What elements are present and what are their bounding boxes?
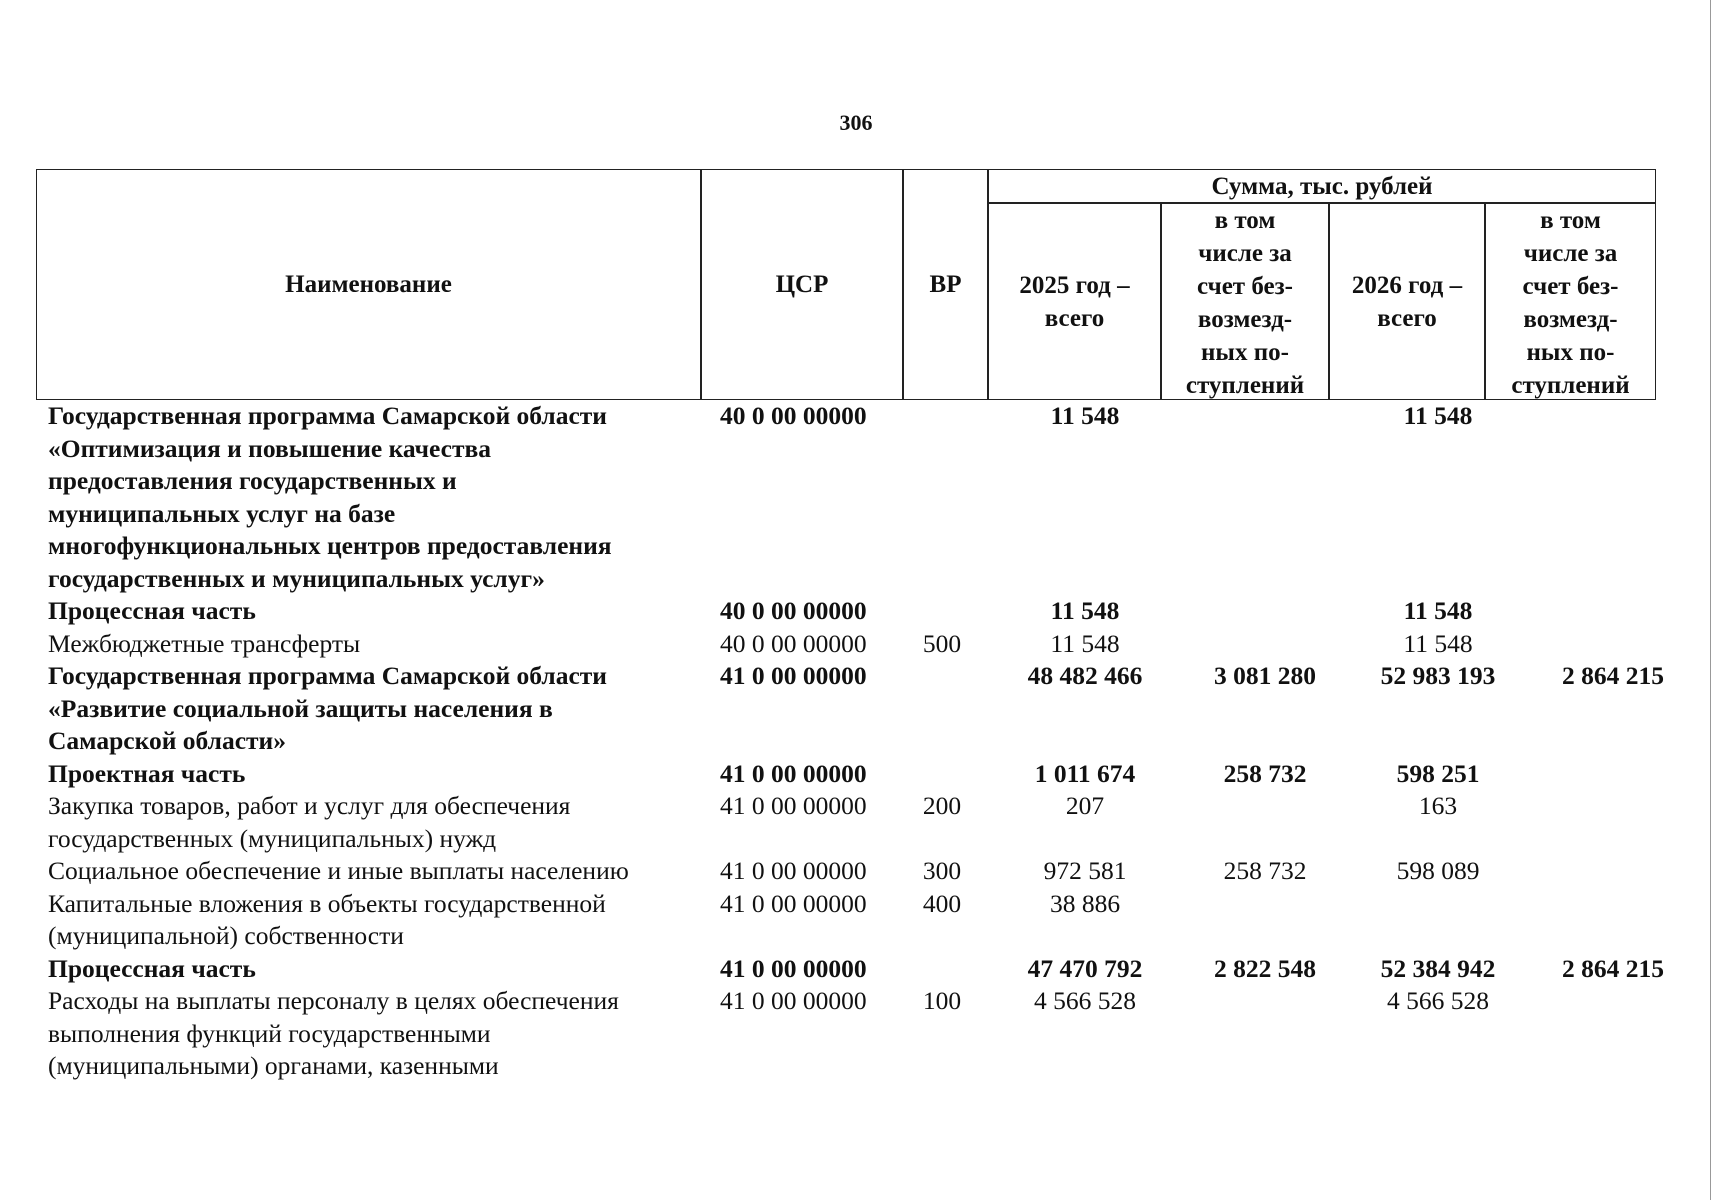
row-name-line: муниципальных услуг на базе [48, 498, 396, 528]
row-name-line: (муниципальными) органами, казенными [48, 1051, 499, 1080]
row-name-line: государственных и муниципальных услуг» [48, 563, 545, 593]
table-body [48, 400, 1664, 1083]
row-vr: 300 [922, 856, 962, 885]
row-csr: 41 0 00 00000 [720, 953, 867, 983]
row-name-line: Закупка товаров, работ и услуг для обеспечения [48, 791, 571, 820]
row-name-line: Межбюджетные трансферты [48, 628, 361, 658]
row-2026-total: 52 384 942 [1380, 953, 1496, 983]
row-name-line: Самарской области» [48, 726, 286, 755]
row-name-line: предоставления государственных и [48, 466, 457, 495]
row-name [48, 595, 698, 628]
row-name-line: Процессная часть [48, 953, 256, 983]
row-2025-total: 972 581 [1043, 856, 1127, 885]
row-name [48, 628, 698, 661]
row-vr: 200 [922, 791, 962, 820]
row-name [48, 400, 698, 595]
row-2025-total: 47 470 792 [1027, 953, 1143, 983]
header-2026-total: 2026 год – всего [1351, 271, 1463, 332]
row-2025-total: 11 548 [1050, 401, 1120, 430]
row-2026-total: 598 251 [1396, 758, 1480, 788]
row-2026-total: 598 089 [1396, 856, 1480, 885]
header-name: Наименование [285, 271, 452, 298]
row-name [48, 790, 698, 855]
row-name [48, 660, 698, 758]
row-name [48, 953, 698, 986]
row-name [48, 758, 698, 791]
scan-edge-line [1710, 0, 1711, 1200]
table-row [48, 985, 1652, 1083]
row-name-line: Проектная часть [48, 758, 246, 788]
table-row [48, 400, 1652, 595]
row-csr: 41 0 00 00000 [720, 888, 867, 918]
row-2025-total: 1 011 674 [1034, 758, 1136, 788]
row-csr: 41 0 00 00000 [720, 758, 867, 788]
header-csr: ЦСР [775, 271, 829, 298]
row-2025-total: 11 548 [1050, 596, 1120, 625]
row-2026-free: 2 864 215 [1562, 661, 1664, 690]
row-2026-total: 52 983 193 [1380, 661, 1496, 690]
row-2025-total: 207 [1065, 791, 1105, 820]
row-vr: 500 [922, 628, 962, 658]
table-row [48, 660, 1664, 758]
header-2026-free: в том числе за счет без- возмезд- ных по- ступлений [1511, 207, 1630, 399]
row-name-line: Расходы на выплаты персоналу в целях обеспечения [48, 986, 619, 1015]
row-2025-free: 258 732 [1223, 856, 1307, 885]
header-2025-free: в том числе за счет без- возмезд- ных по- ступлений [1185, 207, 1305, 399]
row-2025-total: 4 566 528 [1034, 986, 1136, 1015]
row-2026-total: 11 548 [1403, 628, 1473, 658]
row-name-line: выполнения функций государственными [48, 1018, 491, 1048]
row-name-line: Государственная программа Самарской области [48, 401, 607, 430]
row-2026-total: 4 566 528 [1387, 986, 1489, 1015]
row-2025-free: 258 732 [1223, 758, 1307, 788]
table-row [48, 628, 1652, 661]
row-csr: 40 0 00 00000 [720, 628, 867, 658]
row-vr: 400 [922, 888, 962, 918]
row-2025-free: 3 081 280 [1214, 661, 1316, 690]
row-2026-free: 2 864 215 [1562, 953, 1664, 983]
row-2025-total: 48 482 466 [1027, 661, 1143, 690]
header-sum-group: Сумма, тыс. рублей [1211, 172, 1433, 200]
row-name-line: Процессная часть [48, 596, 256, 625]
row-name-line: Государственная программа Самарской области [48, 661, 607, 690]
page-number: 306 [839, 110, 873, 135]
row-name-line: «Оптимизация и повышение качества [48, 433, 492, 463]
row-2025-total: 38 886 [1049, 888, 1121, 918]
row-2026-total: 11 548 [1403, 401, 1473, 430]
table-row [48, 888, 1652, 953]
row-csr: 41 0 00 00000 [720, 791, 867, 820]
table-row [48, 953, 1664, 986]
row-2025-total: 11 548 [1050, 628, 1120, 658]
row-name-line: «Развитие социальной защиты населения в [48, 693, 553, 723]
header-2025-total: 2025 год – всего [1019, 271, 1130, 332]
row-name-line: государственных (муниципальных) нужд [48, 823, 497, 853]
row-2026-total: 163 [1418, 791, 1458, 820]
row-csr: 41 0 00 00000 [720, 986, 867, 1015]
row-csr: 40 0 00 00000 [720, 596, 867, 625]
row-name-line: (муниципальной) собственности [48, 921, 404, 950]
table-header [36, 169, 1656, 400]
row-csr: 41 0 00 00000 [720, 661, 867, 690]
header-vr: ВР [929, 271, 962, 298]
table-row [48, 595, 1652, 628]
row-name-line: многофункциональных центров предоставления [48, 531, 612, 560]
row-name-line: Социальное обеспечение и иные выплаты населению [48, 856, 629, 885]
row-name [48, 855, 698, 888]
row-name-line: Капитальные вложения в объекты государственной [48, 888, 606, 918]
table-row [48, 758, 1652, 791]
table-row [48, 790, 1652, 855]
row-csr: 40 0 00 00000 [720, 401, 867, 430]
row-vr: 100 [922, 986, 962, 1015]
table-row [48, 855, 1652, 888]
row-2026-total: 11 548 [1403, 596, 1473, 625]
row-name [48, 985, 698, 1083]
row-csr: 41 0 00 00000 [720, 856, 867, 885]
row-2025-free: 2 822 548 [1214, 953, 1316, 983]
row-name [48, 888, 698, 953]
